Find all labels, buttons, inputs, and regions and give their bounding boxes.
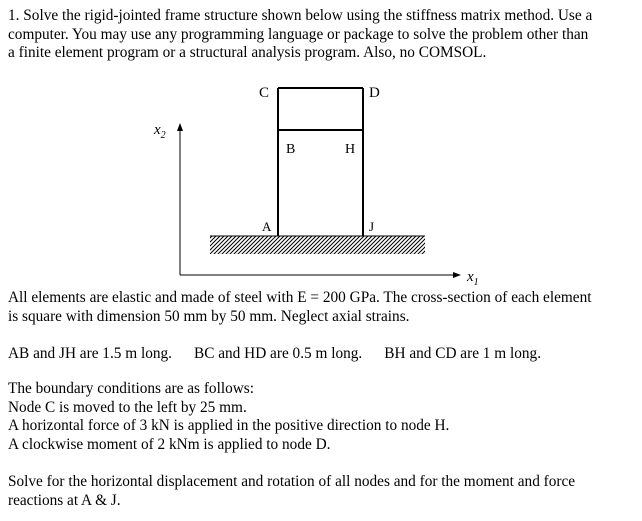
axis-label-x1-base: x [467,269,474,285]
intro-line: a finite element program or a structural analysis program. Also, no COMSOL. [8,44,487,61]
length-bh-cd: BH and CD are 1 m long. [384,345,542,362]
node-label-a: A [262,219,272,234]
solve-instruction [8,473,634,510]
bc-line: A horizontal force of 3 kN is applied in the positive direction to node H. [8,417,450,434]
lengths-line [8,345,634,364]
solve-line: reactions at A & J. [8,491,121,509]
bc-line: A clockwise moment of 2 kNm is applied to node D. [8,435,331,453]
solve-line: Solve for the horizontal displacement and rotation of all nodes and for the moment and force [8,473,576,490]
ground-hatch [210,236,425,254]
intro-line: computer. You may use any programming language or package to solve the problem other than [8,25,589,43]
x1-axis-arrowhead [453,272,461,278]
boundary-conditions [8,380,634,454]
axis-label-x2-sub: 2 [160,130,166,141]
bc-line: The boundary conditions are as follows: [8,380,254,397]
node-label-c: C [259,85,270,101]
node-label-h: H [345,142,356,157]
length-ab-jh: AB and JH are 1.5 m long. [8,345,172,362]
node-label-b: B [286,142,296,157]
x2-axis-arrowhead [177,123,183,131]
node-label-d: D [369,85,380,101]
properties-paragraph [8,289,634,326]
axis-label-x1 [466,269,479,285]
frame-diagram [0,60,642,285]
axis-label-x2-base: x [154,122,161,138]
length-bc-hd: BC and HD are 0.5 m long. [194,345,363,362]
intro-line: 1. Solve the rigid-jointed frame structure shown below using the stiffness matrix method. Use a [8,7,593,24]
bc-line: Node C is moved to the left by 25 mm. [8,398,247,416]
axis-label-x2 [153,122,166,141]
properties-line: is square with dimension 50 mm by 50 mm. Neglect axial strains. [8,307,410,325]
node-label-j: J [369,219,375,234]
problem-intro [8,7,634,63]
axis-label-x1-sub: 1 [473,277,479,285]
properties-line: All elements are elastic and made of steel with E = 200 GPa. The cross-section of each element [8,289,592,306]
